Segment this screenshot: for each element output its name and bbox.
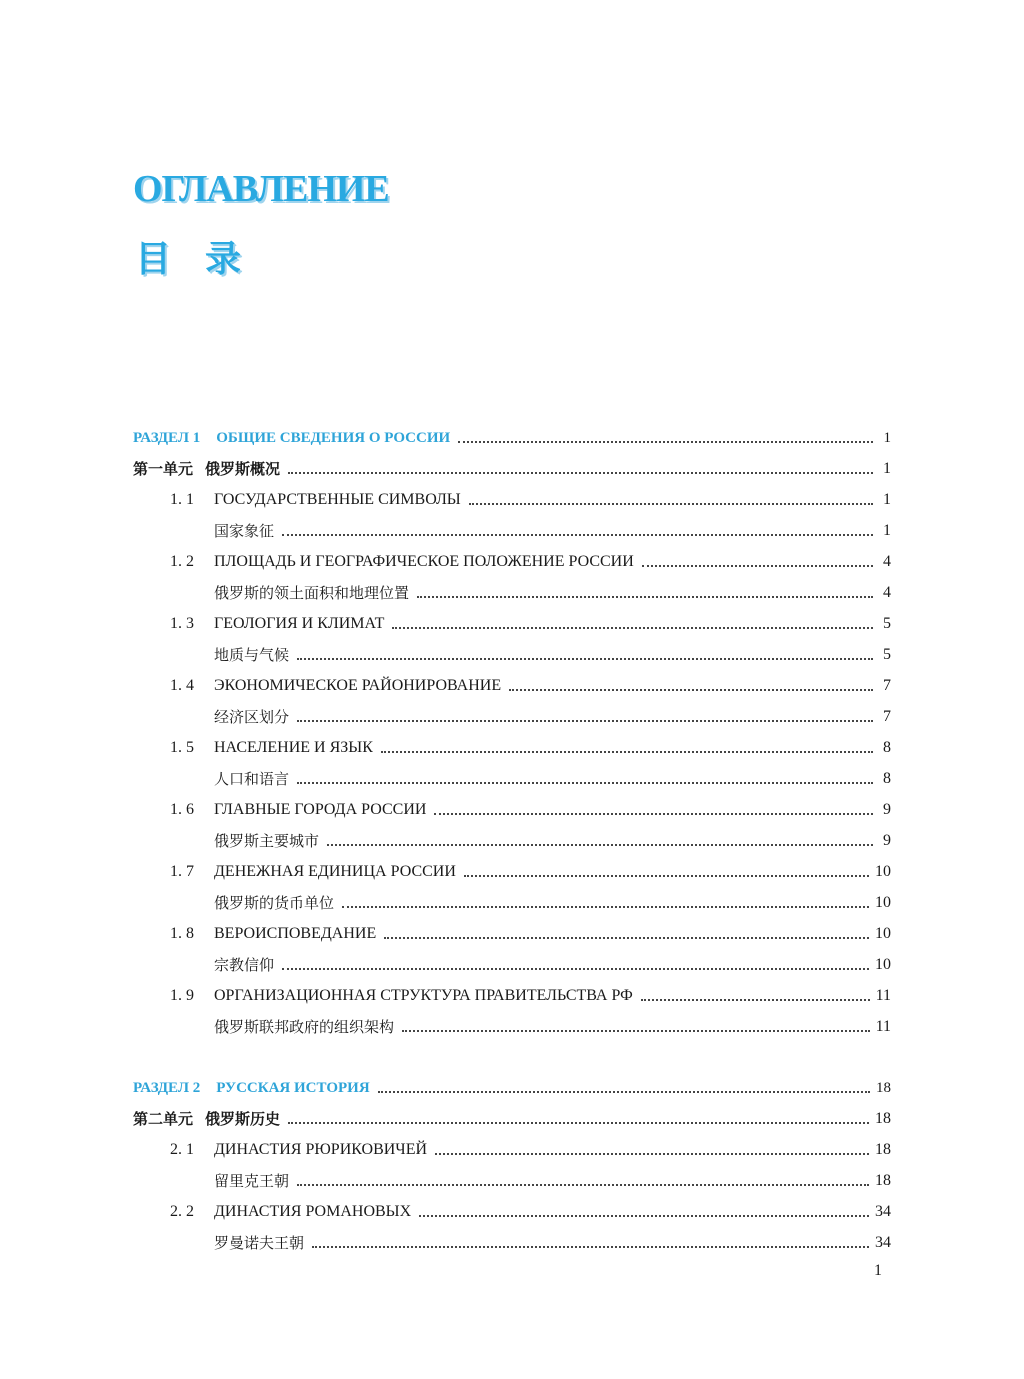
item-number: 1. 8 [170,925,194,942]
item-title-ru: ПЛОЩАДЬ И ГЕОГРАФИЧЕСКОЕ ПОЛОЖЕНИЕ РОССИИ [214,553,634,570]
dot-leader [282,968,869,970]
heading-chinese: 目录 [135,239,276,280]
page-number: 8 [883,770,891,787]
page-number: 7 [883,708,891,725]
page-number: 11 [875,987,891,1004]
dot-leader [381,751,873,753]
page-number: 11 [875,1018,891,1035]
dot-leader [282,534,873,536]
item-number: 1. 1 [170,491,194,508]
toc-item[interactable] [170,610,891,634]
page-number: 34 [875,1234,891,1251]
item-number: 1. 7 [170,863,194,880]
item-number: 1. 2 [170,553,194,570]
item-title-ru: ЭКОНОМИЧЕСКОЕ РАЙОНИРОВАНИЕ [214,677,502,694]
toc-unit-2[interactable] [133,1105,891,1129]
page-number: 1 [883,491,891,508]
page-number: 9 [883,832,891,849]
toc-item-zh[interactable] [214,1167,891,1191]
section-label: РАЗДЕЛ 1 [133,430,201,446]
item-title-ru: ДИНАСТИЯ РЮРИКОВИЧЕЙ [214,1141,428,1158]
section-label: РАЗДЕЛ 2 [133,1080,201,1096]
dot-leader [464,875,869,877]
dot-leader [297,720,873,722]
toc-section-1[interactable] [133,424,891,448]
dot-leader [327,844,873,846]
page-number: 34 [875,1203,891,1220]
page-number: 7 [883,677,891,694]
toc-unit-1[interactable] [133,455,891,479]
dot-leader [458,441,873,443]
toc-item[interactable] [170,858,891,882]
page-number: 10 [875,894,891,911]
toc-item[interactable] [170,1136,891,1160]
heading-russian: ОГЛАВЛЕНИЕ [133,168,389,210]
section-title: РУССКАЯ ИСТОРИЯ [216,1080,370,1096]
unit-label: 第一单元 [133,460,194,478]
page-number: 9 [883,801,891,818]
dot-leader [435,1153,869,1155]
item-title-zh: 俄罗斯的领土面积和地理位置 [214,584,410,602]
toc-item[interactable] [170,486,891,510]
toc-item-zh[interactable] [214,827,891,851]
item-title-zh: 俄罗斯的货币单位 [214,894,335,912]
toc-item-zh[interactable] [214,1229,891,1253]
item-number: 2. 2 [170,1203,194,1220]
item-title-ru: ГЛАВНЫЕ ГОРОДА РОССИИ [214,801,427,818]
toc-item[interactable] [170,1198,891,1222]
page-number: 4 [883,553,891,570]
toc-item[interactable] [170,920,891,944]
dot-leader [288,1122,869,1124]
dot-leader [419,1215,869,1217]
item-title-zh: 俄罗斯主要城市 [214,832,320,850]
item-number: 1. 3 [170,615,194,632]
page-number: 5 [883,615,891,632]
item-title-ru: НАСЕЛЕНИЕ И ЯЗЫК [214,739,373,756]
dot-leader [312,1246,869,1248]
item-title-ru: ОРГАНИЗАЦИОННАЯ СТРУКТУРА ПРАВИТЕЛЬСТВА РФ [214,987,633,1004]
page-number: 1 [883,522,891,539]
item-number: 1. 6 [170,801,194,818]
item-title-ru: ДИНАСТИЯ РОМАНОВЫХ [214,1203,412,1220]
item-title-zh: 罗曼诺夫王朝 [214,1234,305,1252]
dot-leader [297,1184,869,1186]
toc-item[interactable] [170,796,891,820]
page-number: 1 [883,460,891,477]
item-title-zh: 俄罗斯联邦政府的组织架构 [214,1018,395,1036]
dot-leader [434,813,873,815]
page-number: 18 [876,1080,891,1096]
item-title-zh: 地质与气候 [214,646,290,664]
dot-leader [509,689,873,691]
item-title-ru: ГОСУДАРСТВЕННЫЕ СИМВОЛЫ [214,491,461,508]
page-number: 8 [883,739,891,756]
unit-title: 俄罗斯概况 [205,460,281,478]
dot-leader [402,1030,870,1032]
toc-item-zh[interactable] [214,703,891,727]
item-number: 1. 9 [170,987,194,1004]
toc-item[interactable] [170,734,891,758]
item-title-ru: ВЕРОИСПОВЕДАНИЕ [214,925,377,942]
toc-item[interactable] [170,672,891,696]
dot-leader [641,999,870,1001]
toc-section-2[interactable] [133,1074,891,1098]
page-number: 4 [883,584,891,601]
dot-leader [642,565,873,567]
page-number: 18 [875,1172,891,1189]
item-title-zh: 宗教信仰 [214,956,275,974]
dot-leader [297,782,873,784]
item-number: 2. 1 [170,1141,194,1158]
dot-leader [297,658,873,660]
page-number: 10 [875,863,891,880]
dot-leader [384,937,869,939]
page-number: 1 [883,430,891,446]
page-number: 18 [875,1110,891,1127]
item-title-ru: ДЕНЕЖНАЯ ЕДИНИЦА РОССИИ [214,863,456,880]
item-title-zh: 国家象征 [214,522,275,540]
toc-item-zh[interactable] [214,517,891,541]
page-number: 5 [883,646,891,663]
page-number: 18 [875,1141,891,1158]
dot-leader [417,596,873,598]
toc-item[interactable] [170,548,891,572]
item-title-zh: 经济区划分 [214,708,290,726]
item-title-zh: 人口和语言 [214,770,290,788]
toc-item-zh[interactable] [214,889,891,913]
dot-leader [392,627,873,629]
dot-leader [378,1091,870,1093]
dot-leader [469,503,873,505]
page-folio: 1 [874,1262,882,1279]
toc-item-zh[interactable] [214,641,891,665]
page-number: 10 [875,956,891,973]
toc-item[interactable] [170,982,891,1006]
toc-item-zh[interactable] [214,765,891,789]
dot-leader [342,906,869,908]
unit-title: 俄罗斯历史 [205,1110,281,1128]
item-number: 1. 4 [170,677,194,694]
toc-item-zh[interactable] [214,579,891,603]
item-title-ru: ГЕОЛОГИЯ И КЛИМАТ [214,615,385,632]
dot-leader [288,472,873,474]
item-number: 1. 5 [170,739,194,756]
page-number: 10 [875,925,891,942]
toc-item-zh[interactable] [214,1013,891,1037]
toc-item-zh[interactable] [214,951,891,975]
item-title-zh: 留里克王朝 [214,1172,290,1190]
section-title: ОБЩИЕ СВЕДЕНИЯ О РОССИИ [216,430,451,446]
unit-label: 第二单元 [133,1110,194,1128]
